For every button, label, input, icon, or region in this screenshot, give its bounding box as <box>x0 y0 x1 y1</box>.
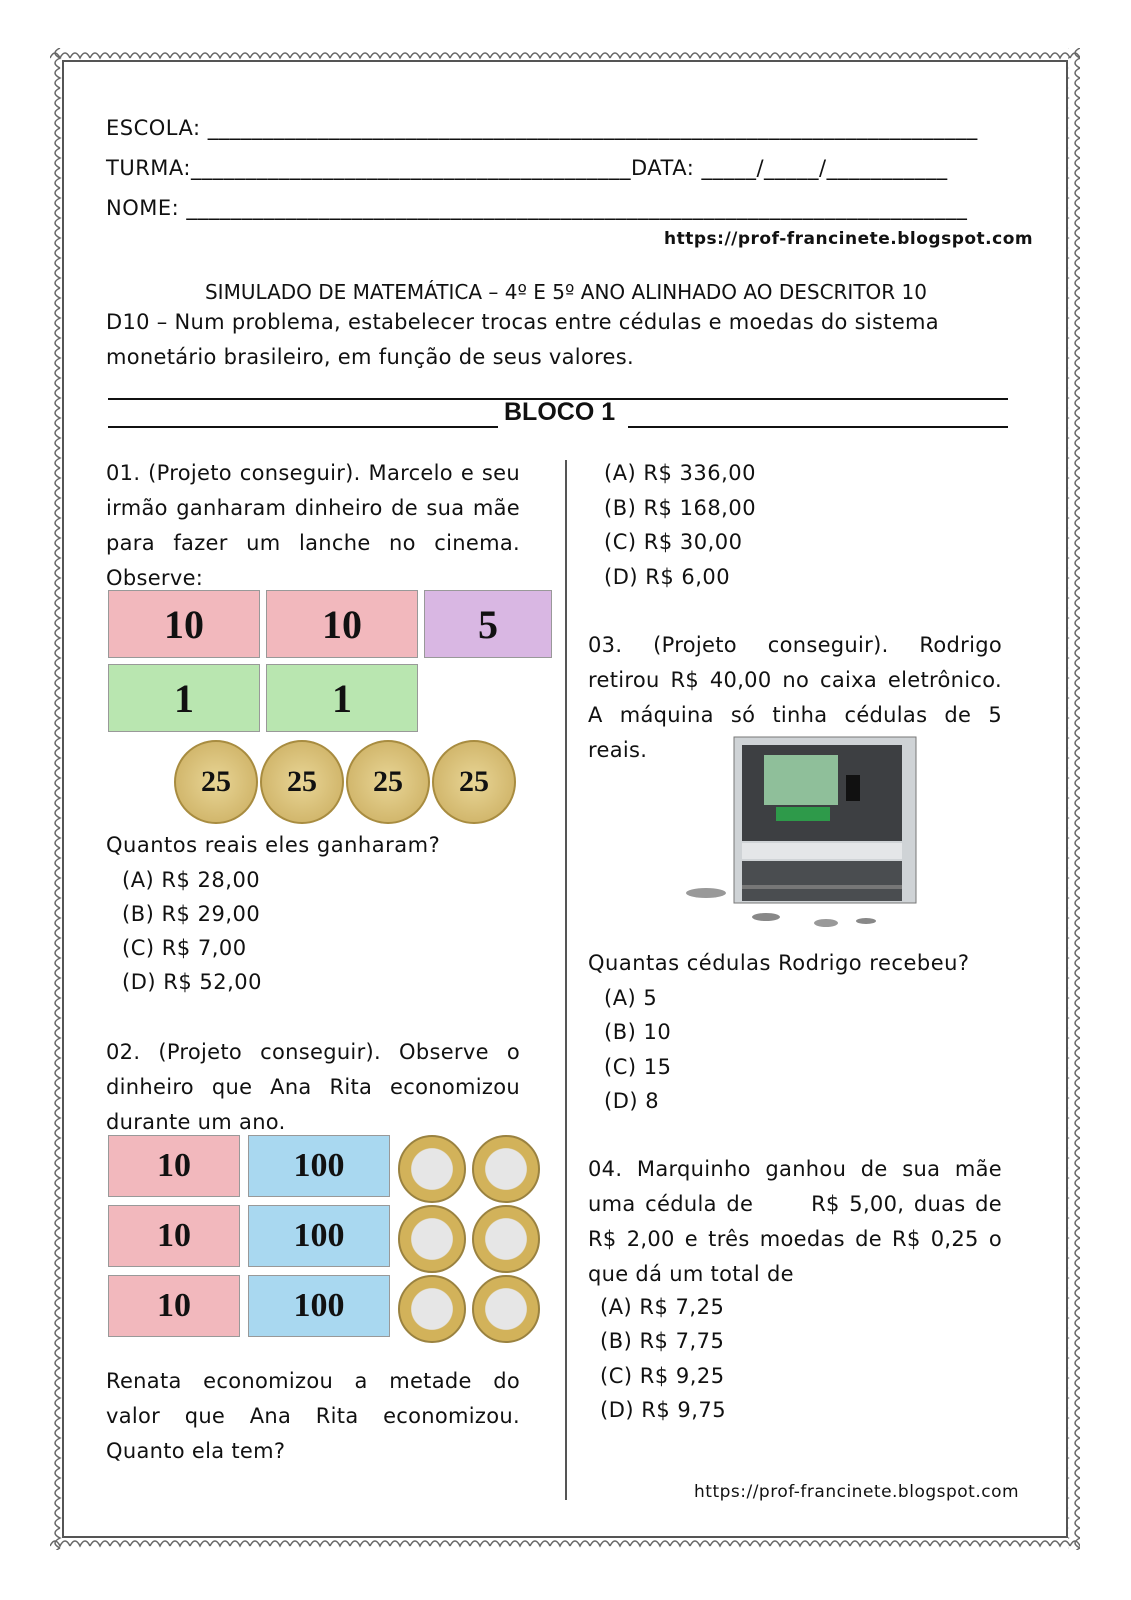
banknote-100 <box>248 1275 390 1337</box>
note-value: 10 <box>157 1217 191 1254</box>
coin-value: 25 <box>373 765 403 798</box>
q3-option-d[interactable]: (D) 8 <box>604 1089 660 1113</box>
q1-option-d[interactable]: (D) R$ 52,00 <box>122 970 262 994</box>
coin-25-centavos <box>174 740 258 824</box>
q1-question: Quantos reais eles ganharam? <box>106 833 441 857</box>
banknote-100 <box>248 1135 390 1197</box>
banknote-10 <box>108 1205 240 1267</box>
note-value: 10 <box>164 601 204 647</box>
banknote-10 <box>108 590 260 658</box>
coin-1-real <box>472 1275 540 1343</box>
coin-1-real <box>398 1205 466 1273</box>
q4-option-c[interactable]: (C) R$ 9,25 <box>600 1364 725 1388</box>
q3-text: 03. (Projeto conseguir). Rodrigo retirou R$ 40,00 no caixa eletrônico. A máquina só tinha cédulas de 5 reais. <box>588 633 1002 762</box>
coin-25-centavos <box>432 740 516 824</box>
coin-1-real <box>398 1275 466 1343</box>
nome-field[interactable]: NOME: _______________________________________________________________________ <box>106 196 968 220</box>
q1-option-a[interactable]: (A) R$ 28,00 <box>122 868 261 892</box>
q2-option-d[interactable]: (D) R$ 6,00 <box>604 565 731 589</box>
descriptor-text: D10 – Num problema, estabelecer trocas entre cédulas e moedas do sistema monetário brasileiro, em função de seus valores. <box>106 310 939 369</box>
q2-question: Renata economizou a metade do valor que Ana Rita economizou. Quanto ela tem? <box>106 1369 520 1463</box>
q4-text: 04. Marquinho ganhou de sua mãe uma cédula de R$ 5,00, duas de R$ 2,00 e três moedas de R$ 0,25 o que dá um total de <box>588 1157 1009 1286</box>
note-value: 10 <box>322 601 362 647</box>
coin-1-real <box>398 1135 466 1203</box>
note-value: 100 <box>293 1217 345 1254</box>
banknote-100 <box>248 1205 390 1267</box>
q4-option-d[interactable]: (D) R$ 9,75 <box>600 1398 727 1422</box>
escola-field[interactable]: ESCOLA: ______________________________________________________________________ <box>106 116 978 140</box>
atm-machine-image <box>676 735 926 935</box>
blog-url-top: https://prof-francinete.blogspot.com <box>664 229 1034 249</box>
column-divider <box>565 460 567 1500</box>
q4-option-b[interactable]: (B) R$ 7,75 <box>600 1329 725 1353</box>
coin-1-real <box>472 1135 540 1203</box>
note-value: 10 <box>157 1287 191 1324</box>
turma-data-field[interactable]: TURMA:________________________________________DATA: _____/_____/___________ <box>106 156 948 180</box>
q2-option-a[interactable]: (A) R$ 336,00 <box>604 461 757 485</box>
banknote-10 <box>108 1135 240 1197</box>
page-title: SIMULADO DE MATEMÁTICA – 4º E 5º ANO ALINHADO AO DESCRITOR 10 <box>204 280 927 304</box>
banknote-1 <box>108 664 260 732</box>
q1-option-b[interactable]: (B) R$ 29,00 <box>122 902 261 926</box>
coin-1-real <box>472 1205 540 1273</box>
note-value: 5 <box>478 601 498 647</box>
banknote-10 <box>266 590 418 658</box>
q2-text: 02. (Projeto conseguir). Observe o dinheiro que Ana Rita economizou durante um ano. <box>106 1040 520 1134</box>
bloco-label: BLOCO 1 <box>504 398 616 426</box>
q3-option-a[interactable]: (A) 5 <box>604 986 658 1010</box>
q2-option-b[interactable]: (B) R$ 168,00 <box>604 496 757 520</box>
banknote-5 <box>424 590 552 658</box>
coin-25-centavos <box>260 740 344 824</box>
note-value: 1 <box>174 675 194 721</box>
note-value: 1 <box>332 675 352 721</box>
q1-option-c[interactable]: (C) R$ 7,00 <box>122 936 247 960</box>
bloco-heading <box>108 398 1008 432</box>
note-value: 100 <box>293 1287 345 1324</box>
coin-value: 25 <box>459 765 489 798</box>
coin-25-centavos <box>346 740 430 824</box>
blog-url-footer: https://prof-francinete.blogspot.com <box>694 1482 1020 1502</box>
note-value: 100 <box>293 1147 345 1184</box>
banknote-10 <box>108 1275 240 1337</box>
q3-option-b[interactable]: (B) 10 <box>604 1020 672 1044</box>
q2-option-c[interactable]: (C) R$ 30,00 <box>604 530 743 554</box>
coin-value: 25 <box>287 765 317 798</box>
q1-text: 01. (Projeto conseguir). Marcelo e seu irmão ganharam dinheiro de sua mãe para fazer um lanche no cinema. Observe: <box>106 461 520 590</box>
q3-option-c[interactable]: (C) 15 <box>604 1055 672 1079</box>
q4-option-a[interactable]: (A) R$ 7,25 <box>600 1295 725 1319</box>
coin-value: 25 <box>201 765 231 798</box>
note-value: 10 <box>157 1147 191 1184</box>
banknote-1 <box>266 664 418 732</box>
q3-question: Quantas cédulas Rodrigo recebeu? <box>588 951 970 975</box>
